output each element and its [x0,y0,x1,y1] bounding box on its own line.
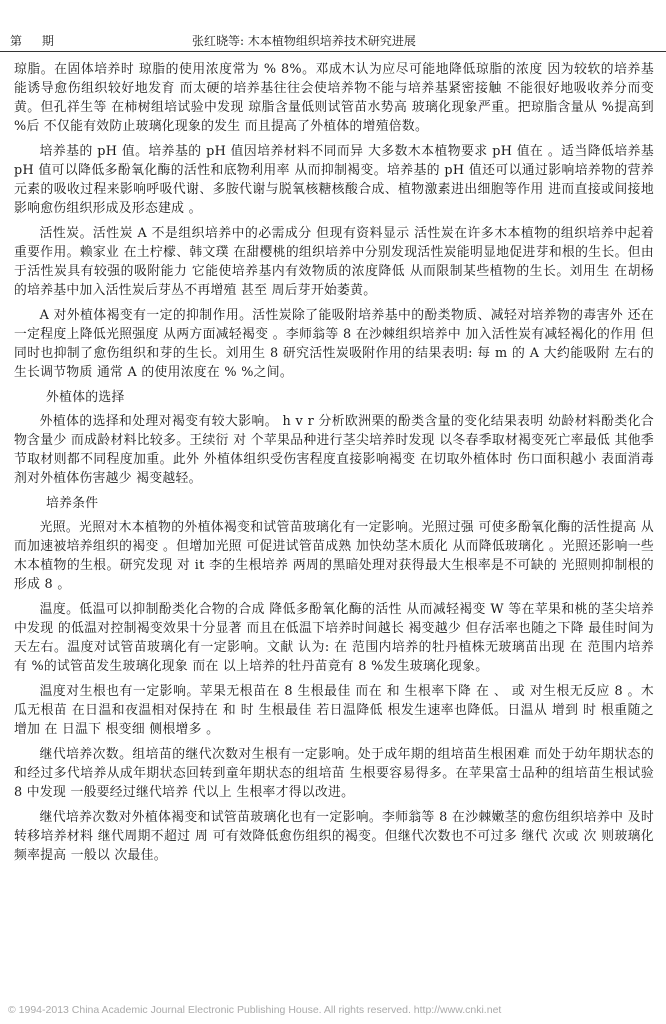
paragraph-explant: 外植体的选择和处理对褐变有较大影响。 h v r 分析欧洲栗的酚类含量的变化结果表明 幼龄材料酚类化合物含量少 而成龄材料比较多。王续衍 对 个苹果品种进行茎尖培养时发现 以冬春季取材褐变死亡率最低 其他季节取材则都不同程度加重。此外 外植体组织受伤害程度直接影响褐变 在切取外植体时 伤口面积越小 表面消毒剂对外植体伤害越少 褐变越轻。 [14,414,654,486]
paragraph-subculture-browning: 继代培养次数对外植体褐变和试管苗玻璃化也有一定影响。李师翁等 8 在沙棘嫩茎的愈伤组织培养中 及时转移培养材料 继代周期不超过 周 可有效降低愈伤组织的褐变。但继代次数也不可过多 继代 次或 次 则玻璃化频率提高 一般以 次最佳。 [14,810,654,863]
copyright-footer: © 1994-2013 China Academic Journal Electronic Publishing House. All rights reserved. http://www.cnki.net [8,1004,502,1016]
article-body [14,60,654,871]
paragraph-ph: 培养基的 pH 值。培养基的 pH 值因培养材料不同而异 大多数木本植物要求 pH 值在 。适当降低培养基 pH 值可以降低多酚氧化酶的活性和底物利用率 从而抑制褐变。培养基的 pH 值还可以通过影响培养物的营养元素的吸收过程来影响呼吸代谢、多胺代谢与脱氧核糖核酸合成、植物激素进出细胞等作用 进而直接或间接地影响愈伤组织形成及形态建成 。 [14,144,654,216]
running-title: 张红晓等: 木本植物组织培养技术研究进展 [192,34,416,48]
paragraph-activated-carbon-browning: A 对外植体褐变有一定的抑制作用。活性炭除了能吸附培养基中的酚类物质、减轻对培养物的毒害外 还在一定程度上降低光照强度 从两方面减轻褐变 。李师翁等 8 在沙棘组织培养中 加入活性炭有减轻褐化的作用 但同时也抑制了愈伤组织和芽的生长。刘用生 8 研究活性炭吸附作用的结果表明: 每 m 的 A 大约能吸附 左右的生长调节物质 通常 A 的使用浓度在 % %之间。 [14,308,654,380]
paragraph-light: 光照。光照对木本植物的外植体褐变和试管苗玻璃化有一定影响。光照过强 可使多酚氧化酶的活性提高 从而加速被培养组织的褐变 。但增加光照 可促进试管苗成熟 加快幼茎木质化 从而降低玻璃化 。光照还影响一些木本植物的生根。研究发现 对 it 李的生根培养 两周的黑暗处理对获得最大生根率是不可缺的 光照则抑制根的形成 8 。 [14,520,654,592]
paragraph-subculture: 继代培养次数。组培苗的继代次数对生根有一定影响。处于成年期的组培苗生根困难 而处于幼年期状态的和经过多代培养从成年期状态回转到童年期状态的组培苗 生根要容易得多。在苹果富士品种的组培苗生根试验 8 中发现 一般要经过继代培养 代以上 生根率才得以改进。 [14,747,654,800]
heading-culture-conditions: 培养条件 [46,496,99,511]
issue-label: 第 期 [10,34,62,48]
page-header [0,0,666,48]
paragraph-temperature: 温度。低温可以抑制酚类化合物的合成 降低多酚氧化酶的活性 从而减轻褐变 W 等在苹果和桃的茎尖培养中发现 的低温对控制褐变效果十分显著 而且在低温下培养时间越长 褐变越少 但存活率也随之下降 最佳时间为 天左右。温度对试管苗玻璃化有一定影响。文献 认为: 在 范围内培养的牡丹植株无玻璃苗出现 在 范围内培养 有 %的试管苗发生玻璃化现象 而在 以上培养的牡丹苗竟有 8 %发生玻璃化现象。 [14,602,654,674]
paragraph-agar: 琼脂。在固体培养时 琼脂的使用浓度常为 % 8%。邓成木认为应尽可能地降低琼脂的浓度 因为较软的培养基能诱导愈伤组织较好地发育 而太硬的培养基往往会使培养物不能与培养基紧密接触 不能很好地吸收养分而变黄。但孔祥生等 在柿树组培试验中发现 琼脂含量低则试管苗水势高 玻璃化现象严重。把琼脂含量从 %提高到 %后 不仅能有效防止玻璃化现象的发生 而且提高了外植体的增殖倍数。 [14,62,655,134]
header-rule [0,51,666,52]
heading-explant-selection: 外植体的选择 [46,390,125,405]
paragraph-temperature-rooting: 温度对生根也有一定影响。苹果无根苗在 8 生根最佳 而在 和 生根率下降 在 、 或 对生根无反应 8 。木瓜无根苗 在日温和夜温相对保持在 和 时 生根最佳 若日温降低 根发生速率也降低。日温从 增到 时 根重随之增加 在 日温下 根变细 侧根增多 。 [14,684,654,737]
paragraph-activated-carbon: 活性炭。活性炭 A 不是组织培养中的必需成分 但现有资料显示 活性炭在许多木本植物的组织培养中起着重要作用。赖家业 在土柠檬、韩文璞 在甜樱桃的组织培养中分别发现活性炭能明显地促进芽和根的生长。但由于活性炭具有较强的吸附能力 它能使培养基内有效物质的浓度降低 从而限制某些植物的生长。刘用生 在胡杨的培养基中加入活性炭后芽丛不再增殖 甚至 周后芽开始萎黄。 [14,226,654,298]
